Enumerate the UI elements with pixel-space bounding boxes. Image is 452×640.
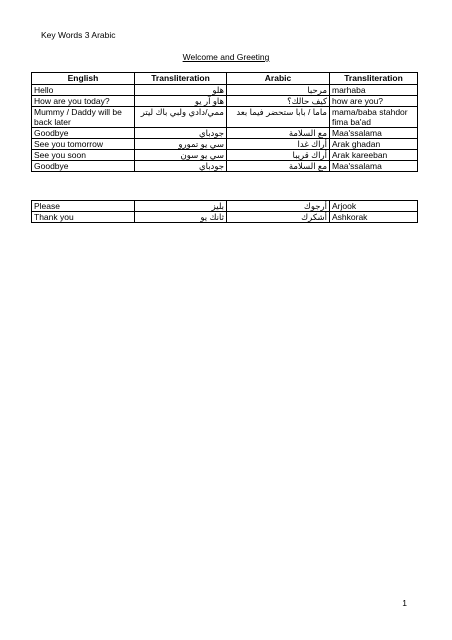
arabic-cell: أراك قريبا	[227, 150, 330, 161]
transliteration-arabic-script-cell: جودباي	[135, 128, 227, 139]
english-cell: Goodbye	[32, 161, 135, 172]
column-header-transliteration-en: Transliteration	[135, 73, 227, 85]
arabic-cell: مرحبا	[227, 85, 330, 96]
english-cell: Mummy / Daddy will be back later	[32, 107, 135, 128]
english-cell: See you tomorrow	[32, 139, 135, 150]
table-row	[32, 150, 418, 161]
polite-words-table	[31, 200, 418, 223]
english-cell: Please	[32, 201, 135, 212]
table-row	[32, 85, 418, 96]
transliteration-arabic-script-cell: بليز	[135, 201, 227, 212]
transliteration-latin-cell: Maa'ssalama	[330, 128, 418, 139]
table-row	[32, 212, 418, 223]
table-header-row	[32, 73, 418, 85]
document-title: Welcome and Greeting	[182, 52, 270, 62]
english-cell: Thank you	[32, 212, 135, 223]
transliteration-latin-cell: marhaba	[330, 85, 418, 96]
column-header-arabic: Arabic	[227, 73, 330, 85]
column-header-transliteration-ar: Transliteration	[330, 73, 418, 85]
transliteration-arabic-script-cell: هلو	[135, 85, 227, 96]
transliteration-latin-cell: mama/baba stahdor fima ba'ad	[330, 107, 418, 128]
column-header-english: English	[32, 73, 135, 85]
page-header: Key Words 3 Arabic	[41, 30, 116, 40]
english-cell: See you soon	[32, 150, 135, 161]
english-cell: How are you today?	[32, 96, 135, 107]
arabic-cell: ماما / بابا ستحضر فيما بعد	[227, 107, 330, 128]
transliteration-latin-cell: Arak ghadan	[330, 139, 418, 150]
arabic-cell: أرجوك	[227, 201, 330, 212]
table-row	[32, 161, 418, 172]
transliteration-latin-cell: Ashkorak	[330, 212, 418, 223]
arabic-cell: مع السلامة	[227, 128, 330, 139]
transliteration-latin-cell: Arjook	[330, 201, 418, 212]
transliteration-latin-cell: Maa'ssalama	[330, 161, 418, 172]
english-cell: Hello	[32, 85, 135, 96]
table-row	[32, 139, 418, 150]
transliteration-arabic-script-cell: ممي/دادي ولبي باك ليتر	[135, 107, 227, 128]
transliteration-latin-cell: how are you?	[330, 96, 418, 107]
transliteration-arabic-script-cell: هاو آر يو	[135, 96, 227, 107]
page-number: 1	[402, 598, 407, 608]
transliteration-arabic-script-cell: ثانك يو	[135, 212, 227, 223]
arabic-cell: كيف حالك؟	[227, 96, 330, 107]
greeting-table	[31, 72, 418, 172]
english-cell: Goodbye	[32, 128, 135, 139]
table-row	[32, 107, 418, 128]
table-row	[32, 96, 418, 107]
table-row	[32, 128, 418, 139]
transliteration-arabic-script-cell: جودباي	[135, 161, 227, 172]
transliteration-latin-cell: Arak kareeban	[330, 150, 418, 161]
arabic-cell: مع السلامة	[227, 161, 330, 172]
arabic-cell: أشكرك	[227, 212, 330, 223]
arabic-cell: أراك غدا	[227, 139, 330, 150]
transliteration-arabic-script-cell: سي يو سون	[135, 150, 227, 161]
transliteration-arabic-script-cell: سي يو تمورو	[135, 139, 227, 150]
table-row	[32, 201, 418, 212]
